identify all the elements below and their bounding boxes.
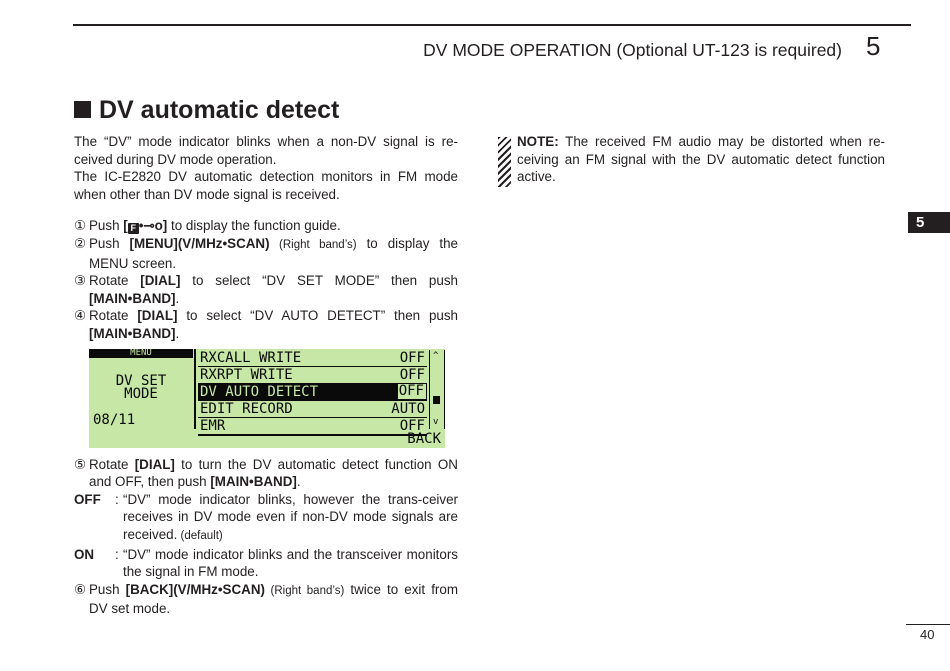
lcd-menu-row[interactable]: EDIT RECORD AUTO [200,400,425,417]
scroll-thumb[interactable] [433,396,440,404]
note-label: NOTE: [517,134,559,149]
lcd-menu-title: MENU [89,349,193,358]
note-hatch-icon [498,137,511,187]
lcd-scrollbar[interactable] [429,350,445,429]
footer-rule [906,624,950,625]
intro-paragraph-2: The IC-E2820 DV automatic detection monitors in FM mode when other than DV mode signal is received. [74,169,458,202]
note-box [499,133,885,186]
lcd-menu-row-selected[interactable]: DV AUTO DETECT OFF [198,384,427,401]
option-on: ON : “DV” mode indicator blinks and the transceiver monitors the signal in FM mode. [74,546,458,580]
scroll-up-icon: ^ [433,350,439,361]
lcd-menu-row[interactable]: RXCALL WRITE OFF [200,349,425,366]
header-rule [73,24,911,26]
section-heading [74,96,339,125]
square-bullet-icon [74,101,91,118]
function-key-icon: F [128,223,139,234]
note-text: The received FM audio may be distorted when re-ceiving an FM signal with the DV automatic detect function active. [517,134,885,185]
page-number: 40 [920,627,935,642]
lock-key-icon: •⊸o] [138,218,168,234]
lcd-left-panel [89,349,193,429]
chapter-number: 5 [866,31,881,61]
lcd-menu-row[interactable]: RXRPT WRITE OFF [200,366,425,383]
scroll-down-icon: v [433,416,439,427]
step-3: ③ Rotate [DIAL] to select “DV SET MODE” then push [MAIN•BAND]. [74,273,458,306]
lcd-menu-row[interactable]: EMR OFF [200,417,425,434]
left-column [74,133,458,618]
section-heading-text: DV automatic detect [99,96,340,124]
chapter-side-tab: 5 [908,212,950,233]
option-off: OFF : “DV” mode indicator blinks, however the trans-ceiver receives in DV mode even if non-DV mode signals are received. (default) [74,491,458,542]
step-6: ⑥ Push [BACK](V/MHz•SCAN) (Right band’s) twice to exit from DV set mode. [74,581,458,617]
step-5: ⑤ Rotate [DIAL] to turn the DV automatic detect function ON and OFF, then push [MAIN•BAND]. [74,456,458,490]
lcd-menu-list [198,350,427,436]
lcd-mode-label: DV SET MODE [115,372,167,402]
step-4: ④ Rotate [DIAL] to select “DV AUTO DETECT” then push [MAIN•BAND]. [74,308,458,341]
step-1: ① Push [ F •⊸o] to display the function guide. [74,218,341,234]
lcd-back-label[interactable]: BACK [407,430,441,447]
intro-paragraph-1: The “DV” mode indicator blinks when a non-DV signal is re-ceived during DV mode operation. [74,134,458,167]
lcd-menu-screen [89,349,445,448]
lcd-page-indicator: 08/11 [93,411,136,428]
running-header: DV MODE OPERATION (Optional UT-123 is required) [423,40,842,60]
step-2: ② Push [MENU](V/MHz•SCAN) (Right band’s) to display the MENU screen. [74,235,458,271]
